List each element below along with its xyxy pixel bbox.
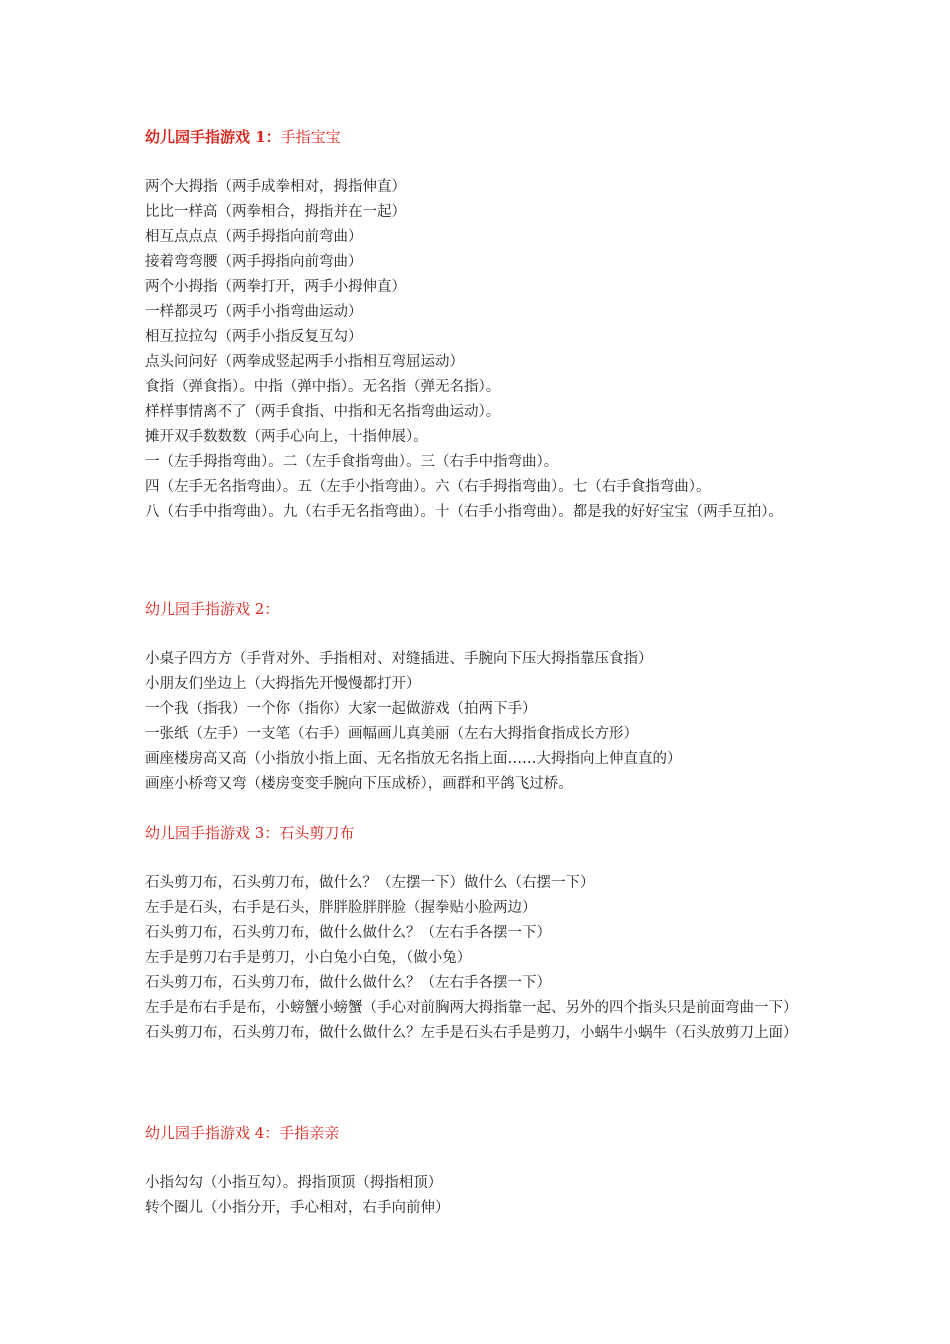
- text-line: 摊开双手数数数（两手心向上，十指伸展）。: [145, 429, 428, 445]
- text-line: 石头剪刀布，石头剪刀布，做什么？（左摆一下）做什么（右摆一下）: [145, 875, 595, 891]
- text-line: 小朋友们坐边上（大拇指先开慢慢都打开）: [145, 676, 421, 692]
- section-body: [145, 871, 798, 1046]
- section-finger-game-4: [145, 1121, 450, 1221]
- section-heading: [145, 125, 783, 150]
- text-line: 点头问问好（两拳成竖起两手小指相互弯屈运动）: [145, 354, 464, 370]
- heading-plain-part: 幼儿园手指游戏 4：手指亲亲: [145, 1124, 340, 1142]
- text-line: 相互拉拉勾（两手小指反复互勾）: [145, 329, 363, 345]
- text-line: 一张纸（左手）一支笔（右手）画幅画儿真美丽（左右大拇指食指成长方形）: [145, 726, 638, 742]
- text-line: 画座小桥弯又弯（楼房变变手腕向下压成桥），画群和平鸽飞过桥。: [145, 776, 573, 792]
- text-line: 食指（弹食指）。中指（弹中指）。无名指（弹无名指）。: [145, 379, 501, 395]
- section-body: [145, 175, 783, 525]
- text-line: 左手是布右手是布，小螃蟹小螃蟹（手心对前胸两大拇指靠一起、另外的四个指头只是前面弯曲一下）: [145, 1000, 798, 1016]
- text-line: 相互点点点（两手拇指向前弯曲）: [145, 229, 363, 245]
- heading-bold-part: 幼儿园手指游戏 1：: [145, 128, 281, 146]
- text-line: 石头剪刀布，石头剪刀布，做什么做什么？左手是石头右手是剪刀，小蜗牛小蜗牛（石头放剪刀上面）: [145, 1025, 798, 1041]
- text-line: 画座楼房高又高（小指放小指上面、无名指放无名指上面……大拇指向上伸直直的）: [145, 751, 682, 767]
- text-line: 两个大拇指（两手成拳相对，拇指伸直）: [145, 179, 406, 195]
- section-body: [145, 647, 682, 797]
- text-line: 左手是石头，右手是石头，胖胖脸胖胖脸（握拳贴小脸两边）: [145, 900, 537, 916]
- section-finger-game-2: [145, 597, 682, 797]
- text-line: 石头剪刀布，石头剪刀布，做什么做什么？（左右手各摆一下）: [145, 925, 551, 941]
- text-line: 一（左手拇指弯曲）。二（左手食指弯曲）。三（右手中指弯曲）。: [145, 454, 559, 470]
- text-line: 石头剪刀布，石头剪刀布，做什么做什么？（左右手各摆一下）: [145, 975, 551, 991]
- section-heading: [145, 821, 798, 846]
- heading-plain-part: 幼儿园手指游戏 2：: [145, 600, 280, 618]
- text-line: 一样都灵巧（两手小指弯曲运动）: [145, 304, 363, 320]
- section-finger-game-1: [145, 125, 783, 525]
- heading-plain-part: 手指宝宝: [280, 128, 341, 146]
- text-line: 样样事情离不了（两手食指、中指和无名指弯曲运动）。: [145, 404, 501, 420]
- text-line: 八（右手中指弯曲）。九（右手无名指弯曲）。十（右手小指弯曲）。都是我的好好宝宝（两手互拍）。: [145, 504, 783, 520]
- section-body: [145, 1171, 450, 1221]
- text-line: 一个我（指我）一个你（指你）大家一起做游戏（拍两下手）: [145, 701, 537, 717]
- text-line: 小指勾勾（小指互勾）。拇指顶顶（拇指相顶）: [145, 1175, 443, 1191]
- heading-plain-part: 幼儿园手指游戏 3：石头剪刀布: [145, 824, 355, 842]
- text-line: 比比一样高（两拳相合，拇指并在一起）: [145, 204, 406, 220]
- text-line: 左手是剪刀右手是剪刀，小白兔小白兔，（做小兔）: [145, 950, 472, 966]
- text-line: 转个圈儿（小指分开，手心相对，右手向前伸）: [145, 1200, 450, 1216]
- section-heading: [145, 1121, 450, 1146]
- text-line: 四（左手无名指弯曲）。五（左手小指弯曲）。六（右手拇指弯曲）。七（右手食指弯曲）。: [145, 479, 711, 495]
- section-heading: [145, 597, 682, 622]
- text-line: 两个小拇指（两拳打开，两手小拇伸直）: [145, 279, 406, 295]
- section-finger-game-3: [145, 821, 798, 1046]
- text-line: 接着弯弯腰（两手拇指向前弯曲）: [145, 254, 363, 270]
- text-line: 小桌子四方方（手背对外、手指相对、对缝插进、手腕向下压大拇指靠压食指）: [145, 651, 653, 667]
